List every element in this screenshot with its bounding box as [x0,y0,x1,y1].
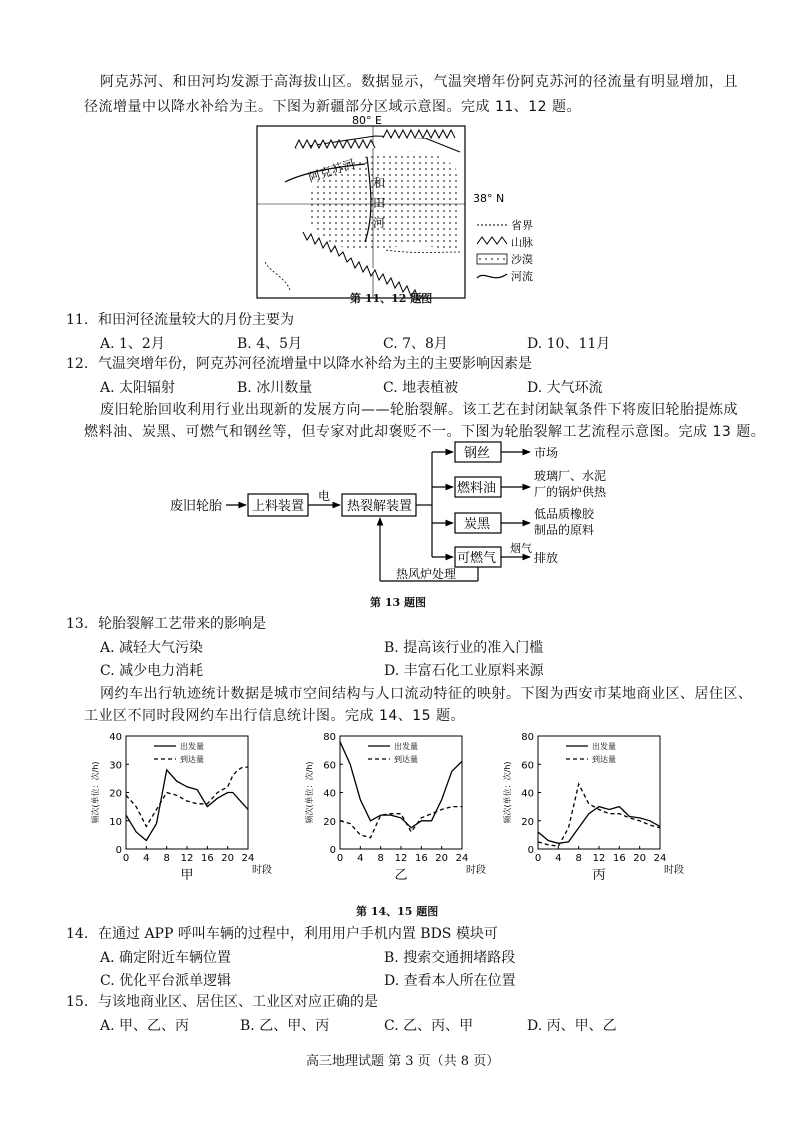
y-tick-label: 40 [109,732,122,743]
x-tick-label: 8 [377,853,384,864]
flow-smoke: 烟气 [510,542,532,555]
flow-product-gas: 可燃气 [457,551,497,566]
q11-num: 11. [66,312,89,328]
q15-stem: 与该地商业区、居住区、工业区对应正确的是 [98,994,378,1010]
panel-label: 丙 [592,868,606,883]
x-tick-label: 20 [221,853,235,864]
river-label-hotan-2: 田 [373,196,386,210]
x-tick-label: 16 [612,853,626,864]
legend-label: 到达量 [592,755,616,764]
x-axis-label: 时段 [466,865,486,876]
x-tick-label: 8 [163,853,170,864]
q14-stem: 在通过 APP 呼叫车辆的过程中，利用用户手机内置 BDS 模块可 [98,926,498,942]
legend-river: 河流 [511,270,533,283]
chart-caption: 第 14、15 题图 [356,905,439,918]
xinjiang-map [255,112,545,308]
x-tick-label: 12 [592,853,606,864]
q12-option-c[interactable]: C. 地表植被 [383,380,459,396]
legend-mountain: 山脉 [511,236,533,249]
x-tick-label: 20 [633,853,647,864]
y-tick-label: 60 [323,760,336,772]
legend-desert: 沙漠 [511,253,533,266]
page-footer: 高三地理试题 第 3 页（共 8 页） [306,1054,500,1069]
x-tick-label: 24 [653,853,667,864]
series-line-arrival [340,807,462,838]
q15-num: 15. [66,994,89,1010]
flow-product-oil: 燃料油 [457,481,497,496]
chart-wrap-bing [496,728,716,902]
flow-use-glass-2: 厂的锅炉供热 [534,485,607,499]
x-tick-label: 24 [455,853,469,864]
flow-use-rubber-1: 低品质橡胶 [534,507,595,521]
y-tick-label: 40 [323,788,336,800]
series-line-arrival [538,784,660,846]
chart-panel-bing [496,728,716,898]
q12-option-a[interactable]: A. 太阳辐射 [100,380,176,396]
q12-num: 12. [66,356,89,372]
flow-use-market: 市场 [534,446,559,460]
q13-num: 13. [66,616,89,632]
legend-label: 到达量 [180,755,204,764]
panel-label: 乙 [394,868,408,883]
x-tick-label: 4 [143,853,150,864]
q14-option-a[interactable]: A. 确定附近车辆位置 [100,950,232,966]
y-tick-label: 0 [115,845,122,856]
q13-option-a[interactable]: A. 减轻大气污染 [100,640,204,656]
q14-option-d[interactable]: D. 查看本人所在位置 [384,973,516,989]
x-axis-label: 时段 [252,865,272,876]
intro3-line1: 网约车出行轨迹统计数据是城市空间结构与人口流动特征的映射。下图为西安市某地商业区、居住区、 [100,686,753,702]
q15-option-a[interactable]: A. 甲、乙、丙 [100,1018,190,1034]
q12-option-d[interactable]: D. 大气环流 [527,380,603,396]
q13-option-c[interactable]: C. 减少电力消耗 [100,663,204,679]
y-axis-label: 频次(单位：次/h) [305,761,314,824]
q14-option-b[interactable]: B. 搜索交通拥堵路段 [384,950,516,966]
y-tick-label: 0 [329,845,336,856]
plot-frame [538,736,660,849]
q15-option-c[interactable]: C. 乙、丙、甲 [384,1018,474,1034]
intro2-line2: 燃料油、炭黑、可燃气和钢丝等，但专家对此却褒贬不一。下图为轮胎裂解工艺流程示意图。完成 13 题。 [84,424,766,440]
x-tick-label: 12 [180,853,194,864]
flow-reactor: 热裂解装置 [347,499,413,514]
q14-option-c[interactable]: C. 优化平台派单逻辑 [100,973,232,989]
x-tick-label: 0 [534,853,542,864]
q13-option-b[interactable]: B. 提高该行业的准入门槛 [384,640,544,656]
x-axis-label: 时段 [664,865,684,876]
river-label-aksu: 阿克苏河 [306,156,357,185]
q13-stem: 轮胎裂解工艺带来的影响是 [98,616,266,632]
x-tick-label: 24 [241,853,255,864]
x-tick-label: 8 [575,853,582,864]
legend-border: 省界 [511,219,533,232]
x-tick-label: 0 [336,853,344,864]
flow-product-steel: 钢丝 [464,446,491,461]
legend-label: 出发量 [394,742,418,751]
river-label-hotan-3: 河 [373,216,386,230]
x-tick-label: 4 [555,853,562,864]
lat-label: 38° N [473,192,505,205]
chart-row [84,728,294,902]
y-tick-label: 20 [323,816,336,828]
legend-label: 出发量 [592,742,616,751]
y-tick-label: 10 [109,816,122,828]
y-tick-label: 80 [323,732,336,743]
q14-num: 14. [66,926,89,942]
intro3-line2: 工业区不同时段网约车出行信息统计图。完成 14、15 题。 [84,708,466,724]
panel-label: 甲 [180,868,194,883]
y-tick-label: 40 [521,788,534,800]
y-tick-label: 80 [521,732,534,743]
chart-panel-yi [298,728,508,898]
legend-label: 出发量 [180,742,204,751]
flow-product-carbon: 炭黑 [464,517,491,532]
q11-option-b[interactable]: B. 4、5月 [237,336,303,352]
flow-input: 废旧轮胎 [170,499,223,514]
q13-option-d[interactable]: D. 丰富石化工业原料来源 [384,663,544,679]
y-tick-label: 30 [109,760,122,772]
flow-feeder: 上料装置 [252,499,305,514]
map-legend [477,218,533,283]
x-tick-label: 12 [394,853,408,864]
series-line-arrival [126,767,248,826]
q12-option-b[interactable]: B. 冰川数量 [237,380,313,396]
x-tick-label: 4 [357,853,364,864]
legend-label: 到达量 [394,755,418,764]
lon-label: 80° E [352,114,382,127]
series-line-departure [538,807,660,844]
q11-option-a[interactable]: A. 1、2月 [100,336,165,352]
x-tick-label: 20 [435,853,449,864]
x-tick-label: 16 [200,853,214,864]
chart-panel-jia [84,728,294,898]
map-caption: 第 11、12 题图 [350,292,433,305]
flow-electric: 电 [318,489,331,503]
y-tick-label: 20 [109,788,122,800]
y-tick-label: 60 [521,760,534,772]
y-tick-label: 20 [521,816,534,828]
q15-option-b[interactable]: B. 乙、甲、丙 [240,1018,330,1034]
intro1-line1: 阿克苏河、和田河均发源于高海拔山区。数据显示，气温突增年份阿克苏河的径流量有明显增加，且 [100,74,738,90]
x-tick-label: 0 [122,853,130,864]
flow-caption: 第 13 题图 [370,596,426,609]
q11-option-c[interactable]: C. 7、8月 [383,336,448,352]
y-axis-label: 频次(单位：次/h) [503,761,512,824]
flow-use-glass-1: 玻璃厂、水泥 [534,469,607,483]
x-tick-label: 16 [414,853,428,864]
flow-use-emit: 排放 [534,551,559,565]
q11-stem: 和田河径流量较大的月份主要为 [98,312,294,328]
intro1-line2: 径流增量中以降水补给为主。下图为新疆部分区域示意图。完成 11、12 题。 [84,99,582,115]
chart-wrap-yi [298,728,508,902]
series-line-departure [126,770,248,841]
river-label-hotan-1: 和 [373,176,386,190]
pyrolysis-flowchart [170,440,630,590]
intro2-line1: 废旧轮胎回收利用行业出现新的发展方向——轮胎裂解。该工艺在封闭缺氧条件下将废旧轮胎提炼成 [100,402,738,418]
y-tick-label: 0 [527,845,534,856]
q12-stem: 气温突增年份，阿克苏河径流增量中以降水补给为主的主要影响因素是 [98,356,532,372]
q15-option-d[interactable]: D. 丙、甲、乙 [527,1018,617,1034]
flow-use-rubber-2: 制品的原料 [534,523,595,537]
flow-furnace: 热风炉处理 [396,567,457,581]
y-axis-label: 频次(单位：次/h) [91,761,100,824]
q11-option-d[interactable]: D. 10、11月 [527,336,611,352]
